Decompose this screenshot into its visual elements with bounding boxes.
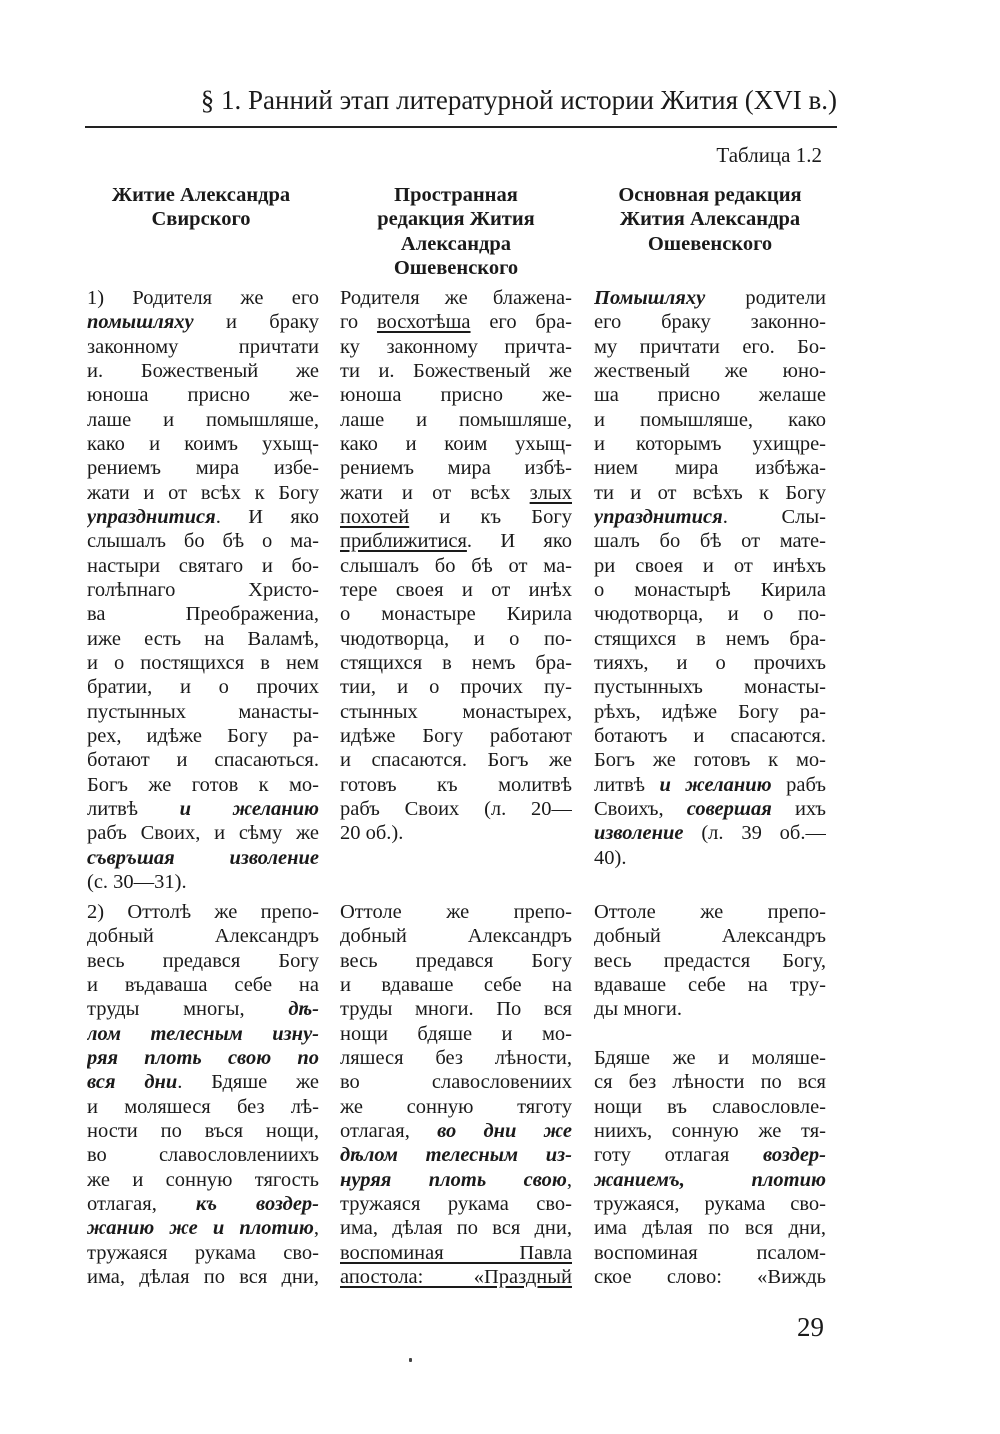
text-line: ри своея и от инѣхъ [594, 554, 826, 577]
text-line: 2) Оттолѣ же препо- [87, 901, 319, 923]
table-cell [340, 900, 572, 1289]
text-line: 20 об.). [340, 822, 404, 845]
text-line [87, 846, 319, 870]
text-line: ды многи. [594, 998, 683, 1021]
emphasized-text: лом телесным изну- [87, 1022, 319, 1045]
column-heading-line: редакция Жития [377, 208, 535, 231]
text-line: пустынныхъ монасты- [594, 676, 826, 699]
text-line: Родителя же блажена- [340, 287, 572, 309]
header-rule [85, 126, 837, 128]
text-line: весь предастся Богу, [594, 949, 826, 972]
emphasized-text: упразднитися [594, 505, 723, 528]
text-line [594, 821, 826, 845]
text-segment: . И яко [215, 505, 319, 528]
text-line: о монастырѣ Кирила [594, 578, 826, 601]
text-line: има, дѣлая по вся дни, [340, 1217, 572, 1240]
text-line: стынных монастырех, [340, 700, 572, 723]
text-line: 1) Родителя же его [87, 287, 319, 309]
text-line: ся без лѣности по вся [594, 1071, 826, 1094]
text-line: Богъ же готовъ к мо- [594, 749, 826, 772]
emphasized-text: Помышляху [594, 287, 706, 309]
text-line [340, 1168, 572, 1192]
text-line: настыри святаго и бо- [87, 554, 319, 577]
text-segment: труды многы, [87, 998, 289, 1021]
text-line: Оттоле же препо- [594, 901, 826, 923]
text-line: Богъ же готов к мо- [87, 773, 319, 796]
text-segment: литвѣ [87, 797, 180, 820]
column-heading [76, 183, 326, 232]
text-line: нощи въ славословле- [594, 1095, 826, 1118]
table-cell [87, 286, 319, 894]
text-segment: . Слы- [722, 505, 826, 528]
text-line: о монастыре Кирила [340, 603, 572, 626]
text-line: и. Божественый же [87, 359, 319, 382]
text-line: рениемъ мира избе- [87, 457, 319, 480]
text-line: иже есть на Валамѣ, [87, 627, 319, 650]
text-segment: его бра- [470, 311, 572, 334]
underlined-text: приближитися [340, 530, 467, 553]
text-line: и вдаваше себе на [340, 973, 572, 996]
running-head: § 1. Ранний этап литературной истории Жития (XVI в.) [200, 85, 837, 115]
column-heading-line: Свирского [151, 208, 251, 231]
text-line: нощи бдяше и мо- [340, 1022, 572, 1045]
text-line: готовъ къ молитвѣ [340, 773, 572, 796]
text-line: юноша присно же- [340, 384, 572, 407]
emphasized-text: ряя плоть свою по [87, 1046, 319, 1069]
column-heading [585, 183, 835, 256]
text-line [87, 797, 319, 821]
text-segment: родители [705, 287, 826, 309]
table-cell [594, 286, 826, 870]
text-line: има, дѣлая по вся дни, [87, 1265, 319, 1288]
emphasized-text: воздер- [763, 1144, 826, 1167]
text-line: и о постящихся в нем [87, 651, 319, 674]
text-line [87, 1192, 319, 1216]
emphasized-text: и желанию [659, 773, 772, 796]
text-line: и которымъ ухищре- [594, 432, 826, 455]
text-line: его браку законно- [594, 311, 826, 334]
text-line: добный Александръ [87, 925, 319, 948]
text-line: добный Александръ [594, 925, 826, 948]
column-heading-line: Ошевенского [647, 232, 773, 255]
text-line: како и коим ухыщ- [340, 432, 572, 455]
column-heading [331, 183, 581, 280]
text-line: же сонную тяготу [340, 1095, 572, 1118]
paragraph [340, 286, 572, 846]
text-line [87, 505, 319, 529]
text-line: ляшеся без лѣности, [340, 1046, 572, 1069]
text-line: лаше и помышляше, [340, 408, 572, 431]
text-line [87, 1022, 319, 1046]
text-segment: готу отлагая [594, 1144, 764, 1167]
text-line: жати и от всѣх к Богу [87, 481, 319, 504]
text-segment: отлагая, [87, 1192, 196, 1215]
text-line: тружаяся рукама сво- [340, 1192, 572, 1215]
text-line: ва Преображениа, [87, 603, 319, 626]
column-heading-line: Пространная [394, 184, 518, 206]
emphasized-text: съвръшая изволение [87, 846, 319, 869]
text-line: вдаваше себе на тру- [594, 973, 826, 996]
text-line: рех, идѣже Богу ра- [87, 724, 319, 747]
paragraph [594, 1046, 826, 1289]
text-line [87, 1046, 319, 1070]
text-line: весь предався Богу [340, 949, 572, 972]
text-line: тияхъ, и о прочихъ [594, 651, 826, 674]
text-segment: Своихъ, [594, 797, 687, 820]
emphasized-text: нуряя плоть свою [340, 1168, 567, 1191]
text-segment: литвѣ [594, 773, 660, 796]
text-line: шалъ бо бѣ от мате- [594, 530, 826, 553]
text-segment: , [313, 1217, 319, 1240]
text-line: (с. 30—31). [87, 870, 187, 893]
text-line: рѣхъ, идѣже Богу ра- [594, 700, 826, 723]
scan-speck [409, 1358, 412, 1362]
emphasized-text: во дни же [437, 1119, 572, 1142]
text-line: весь предався Богу [87, 949, 319, 972]
text-line: пустынных манасты- [87, 700, 319, 723]
text-line [87, 1216, 319, 1240]
text-line: тружаяся, рукама сво- [594, 1192, 826, 1215]
text-line: идѣже Богу работают [340, 724, 572, 747]
column-heading-line: Александра [400, 232, 512, 255]
text-segment: , [566, 1168, 572, 1191]
text-line: юноша присно же- [87, 384, 319, 407]
text-segment: и браку [193, 311, 319, 334]
paragraph [340, 900, 572, 1289]
table-cell [340, 286, 572, 846]
text-line: има дѣлая по вся дни, [594, 1217, 826, 1240]
text-line: и моляшеся без лѣ- [87, 1095, 319, 1118]
text-line: голѣпнаго Христо- [87, 578, 319, 601]
text-line: ниихъ, сонную же тя- [594, 1119, 826, 1142]
emphasized-text: дѣ- [288, 998, 319, 1021]
paragraph [87, 900, 319, 1289]
table-label: Таблица 1.2 [716, 143, 822, 167]
text-line: стящихся в немъ бра- [594, 627, 826, 650]
column-heading-line: Житие Александра [111, 184, 291, 206]
text-line: тружаяся рукама сво- [87, 1241, 319, 1264]
text-line: и спасаются. Богъ же [340, 749, 572, 772]
text-line [594, 1168, 826, 1192]
text-line: рениемъ мира избѣ- [340, 457, 572, 480]
text-line: Оттоле же препо- [340, 901, 572, 923]
text-line: му причтати его. Бо- [594, 335, 826, 358]
text-line [340, 529, 572, 553]
text-line: и въдаваша себе на [87, 973, 319, 996]
emphasized-text: жанию же и плотию [87, 1217, 314, 1240]
text-segment: и къ Богу [409, 505, 572, 528]
text-line: тии, и о прочих пу- [340, 676, 572, 699]
text-line: стящихся в немъ бра- [340, 651, 572, 674]
text-line: како и коимъ ухыщ- [87, 432, 319, 455]
text-line: братии, и о прочих [87, 676, 319, 699]
text-line: нием мира избѣжа- [594, 457, 826, 480]
text-segment: жати и от всѣх [340, 481, 530, 504]
text-line: ботают и спасаються. [87, 749, 319, 772]
text-line [340, 1241, 572, 1265]
paragraph [87, 286, 319, 894]
emphasized-text: упразднитися [87, 505, 216, 528]
column-heading-line: Жития Александра [619, 208, 801, 231]
text-line: во славословениих [340, 1071, 572, 1094]
emphasized-text: къ воздер- [195, 1192, 319, 1215]
text-line [87, 1070, 319, 1094]
text-line [594, 286, 826, 310]
text-line: ти и. Божественый же [340, 359, 572, 382]
text-line: во славословлениихъ [87, 1144, 319, 1167]
text-line [594, 773, 826, 797]
text-line: ности по въся нощи, [87, 1119, 319, 1142]
text-segment: рабъ [771, 773, 826, 796]
text-line: чюдотворца, и о по- [340, 627, 572, 650]
text-line: законному причтати [87, 335, 319, 358]
underlined-text: воспоминая Павла [340, 1241, 572, 1264]
emphasized-text: жаниемъ, плотию [594, 1168, 826, 1191]
table-cell [594, 900, 826, 1289]
text-segment: ихъ [771, 797, 826, 820]
text-segment: отлагая, [340, 1119, 438, 1142]
text-line: рабъ Своих, и сѣму же [87, 822, 319, 845]
paragraph [594, 900, 826, 1022]
text-line: лаше и помышляше, [87, 408, 319, 431]
text-line: Бдяше же и моляше- [594, 1046, 826, 1069]
text-line: ша присно желаше [594, 384, 826, 407]
text-line: тере своея и от инѣх [340, 578, 572, 601]
underlined-text: апостола: «Праздный [340, 1265, 572, 1288]
text-line: же и сонную тягость [87, 1168, 319, 1191]
text-line [594, 797, 826, 821]
text-line [87, 310, 319, 334]
paragraph [594, 286, 826, 870]
text-line [340, 310, 572, 334]
text-segment: (л. 39 об.— [683, 822, 826, 845]
text-line [594, 505, 826, 529]
text-line: ботаютъ и спасаются. [594, 724, 826, 747]
column-heading-line: Ошевенского [393, 256, 519, 279]
underlined-text: похотей [340, 505, 410, 528]
emphasized-text: вся дни [87, 1071, 178, 1094]
text-segment: . Бдяше же [177, 1071, 319, 1094]
text-line [340, 505, 572, 529]
text-line [87, 997, 319, 1021]
text-line: труды многи. По вся [340, 998, 572, 1021]
text-line: воспоминая псалом- [594, 1241, 826, 1264]
text-line: добный Александръ [340, 925, 572, 948]
text-line: 40). [594, 846, 627, 869]
emphasized-text: помышляху [87, 311, 194, 334]
table-cell [87, 900, 319, 1289]
text-line [594, 1143, 826, 1167]
text-line [340, 481, 572, 505]
page-number: 29 [797, 1312, 824, 1342]
text-line: и помышляше, како [594, 408, 826, 431]
text-line: жественый же юно- [594, 359, 826, 382]
text-segment: . И яко [466, 530, 572, 553]
emphasized-text: совершая [686, 797, 772, 820]
text-line [340, 1119, 572, 1143]
underlined-text: злых [529, 481, 572, 504]
text-line [340, 1265, 572, 1289]
text-line [340, 1143, 572, 1167]
text-line: чюдотворца, и о по- [594, 603, 826, 626]
column-heading-line: Основная редакция [618, 184, 802, 206]
text-line: ское слово: «Виждь [594, 1265, 826, 1288]
text-line: ти и от всѣхъ к Богу [594, 481, 826, 504]
emphasized-text: дѣлом телесным из- [340, 1144, 572, 1167]
emphasized-text: и желанию [179, 797, 319, 820]
text-line: рабъ Своих (л. 20— [340, 797, 572, 820]
text-segment: го [340, 311, 377, 334]
emphasized-text: изволение [594, 822, 684, 845]
underlined-text: восхотѣша [376, 311, 471, 334]
text-line: ку законному причта- [340, 335, 572, 358]
text-line: слышалъ бо бѣ от ма- [340, 554, 572, 577]
text-line: слышалъ бо бѣ о ма- [87, 530, 319, 553]
